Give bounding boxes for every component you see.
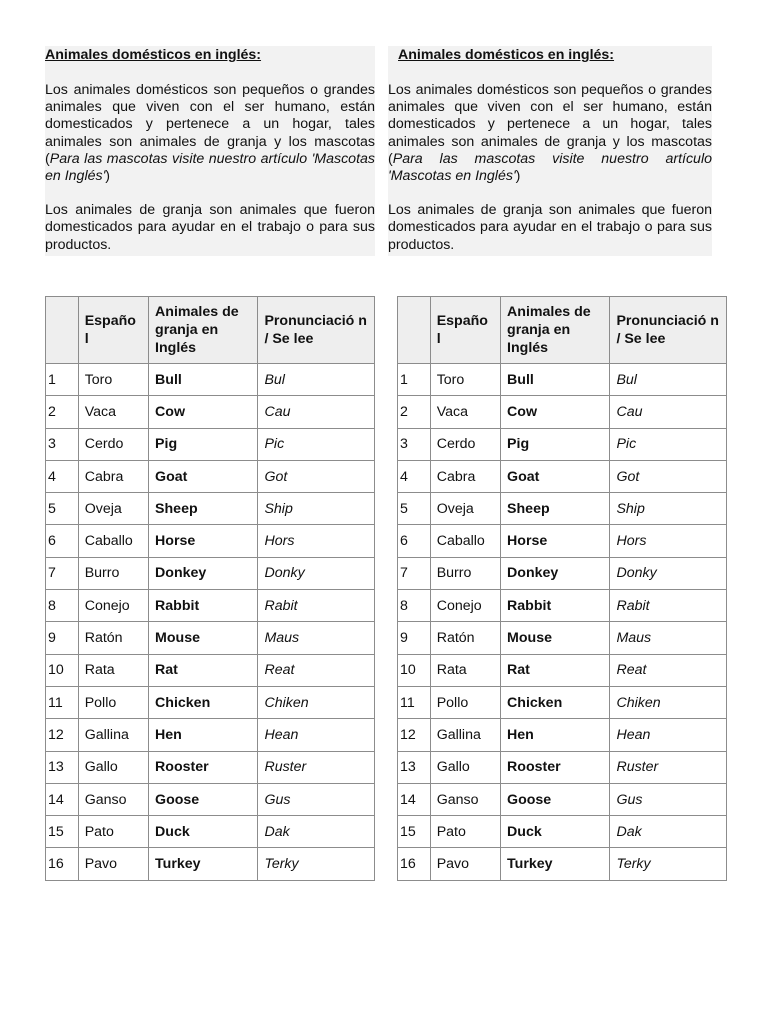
left-vocab-table	[45, 296, 375, 881]
spanish-cell: Burro	[78, 557, 148, 589]
english-cell: Donkey	[149, 557, 258, 589]
row-number: 13	[398, 751, 431, 783]
pronunciation-cell: Donky	[610, 557, 727, 589]
table-row	[46, 622, 375, 654]
english-cell: Hen	[501, 719, 610, 751]
left-intro-block	[45, 46, 375, 256]
english-cell: Sheep	[149, 493, 258, 525]
spanish-cell: Burro	[430, 557, 500, 589]
english-cell: Sheep	[501, 493, 610, 525]
pronunciation-cell: Pic	[610, 428, 727, 460]
english-cell: Pig	[501, 428, 610, 460]
row-number: 1	[398, 364, 431, 396]
pronunciation-cell: Chiken	[610, 686, 727, 718]
table-row	[46, 816, 375, 848]
row-number: 11	[46, 686, 79, 718]
spanish-cell: Gallo	[430, 751, 500, 783]
row-number: 1	[46, 364, 79, 396]
right-table-body	[398, 364, 727, 881]
row-number: 11	[398, 686, 431, 718]
table-row	[398, 654, 727, 686]
spanish-cell: Cerdo	[78, 428, 148, 460]
left-title: Animales domésticos en inglés:	[45, 47, 262, 63]
english-cell: Bull	[149, 364, 258, 396]
spanish-cell: Oveja	[78, 493, 148, 525]
spanish-cell: Oveja	[430, 493, 500, 525]
row-number: 10	[46, 654, 79, 686]
spanish-cell: Pollo	[430, 686, 500, 718]
pronunciation-cell: Donky	[258, 557, 375, 589]
english-cell: Turkey	[501, 848, 610, 880]
row-number: 3	[46, 428, 79, 460]
pronunciation-cell: Cau	[258, 396, 375, 428]
left-paragraph-1-text: Los animales domésticos son pequeños o grandes animales que viven con el ser humano, están domesticados y pertenece a un hogar, tales animales son animales de granja y los mascotas (	[45, 82, 375, 167]
table-row	[46, 525, 375, 557]
english-cell: Cow	[501, 396, 610, 428]
english-cell: Chicken	[501, 686, 610, 718]
spanish-cell: Caballo	[78, 525, 148, 557]
pronunciation-cell: Dak	[258, 816, 375, 848]
english-cell: Mouse	[149, 622, 258, 654]
table-row	[46, 460, 375, 492]
english-cell: Duck	[501, 816, 610, 848]
table-row	[46, 396, 375, 428]
spanish-cell: Gallina	[430, 719, 500, 751]
pronunciation-cell: Rabit	[258, 590, 375, 622]
right-column	[388, 46, 712, 256]
header-spanish: Españo l	[78, 297, 148, 364]
pronunciation-cell: Ship	[258, 493, 375, 525]
table-row	[398, 557, 727, 589]
header-pronunciation: Pronunciació n / Se lee	[258, 297, 375, 364]
row-number: 15	[398, 816, 431, 848]
left-paragraph-1-end: )	[105, 168, 111, 185]
row-number: 5	[398, 493, 431, 525]
english-cell: Rooster	[501, 751, 610, 783]
english-cell: Chicken	[149, 686, 258, 718]
spanish-cell: Pollo	[78, 686, 148, 718]
english-cell: Horse	[149, 525, 258, 557]
english-cell: Pig	[149, 428, 258, 460]
pronunciation-cell: Maus	[258, 622, 375, 654]
spanish-cell: Pavo	[78, 848, 148, 880]
row-number: 9	[46, 622, 79, 654]
row-number: 4	[398, 460, 431, 492]
table-row	[398, 783, 727, 815]
row-number: 13	[46, 751, 79, 783]
pronunciation-cell: Got	[258, 460, 375, 492]
header-spanish: Españo l	[430, 297, 500, 364]
table-row	[398, 751, 727, 783]
right-paragraph-1-italic: Para las mascotas visite nuestro artículo 'Mascotas en Inglés'	[388, 150, 712, 185]
header-num	[46, 297, 79, 364]
english-cell: Donkey	[501, 557, 610, 589]
table-row	[46, 686, 375, 718]
spanish-cell: Cabra	[430, 460, 500, 492]
table-row	[46, 783, 375, 815]
table-row	[46, 590, 375, 622]
spanish-cell: Conejo	[430, 590, 500, 622]
row-number: 12	[46, 719, 79, 751]
spanish-cell: Caballo	[430, 525, 500, 557]
english-cell: Hen	[149, 719, 258, 751]
header-english: Animales de granja en Inglés	[501, 297, 610, 364]
row-number: 7	[398, 557, 431, 589]
pronunciation-cell: Rabit	[610, 590, 727, 622]
spanish-cell: Pato	[430, 816, 500, 848]
english-cell: Goat	[149, 460, 258, 492]
pronunciation-cell: Maus	[610, 622, 727, 654]
pronunciation-cell: Terky	[258, 848, 375, 880]
spanish-cell: Gallina	[78, 719, 148, 751]
row-number: 8	[46, 590, 79, 622]
row-number: 5	[46, 493, 79, 525]
pronunciation-cell: Hean	[258, 719, 375, 751]
table-row	[398, 493, 727, 525]
english-cell: Goose	[149, 783, 258, 815]
spanish-cell: Vaca	[78, 396, 148, 428]
english-cell: Rat	[501, 654, 610, 686]
left-column	[45, 46, 375, 256]
table-row	[398, 525, 727, 557]
table-row	[46, 557, 375, 589]
left-paragraph-1-italic: Para las mascotas visite nuestro artículo 'Mascotas en Inglés'	[45, 150, 375, 185]
table-row	[398, 719, 727, 751]
spanish-cell: Cerdo	[430, 428, 500, 460]
row-number: 3	[398, 428, 431, 460]
table-row	[46, 751, 375, 783]
table-row	[46, 428, 375, 460]
table-row	[398, 460, 727, 492]
pronunciation-cell: Hean	[610, 719, 727, 751]
pronunciation-cell: Hors	[258, 525, 375, 557]
spanish-cell: Vaca	[430, 396, 500, 428]
english-cell: Goat	[501, 460, 610, 492]
english-cell: Mouse	[501, 622, 610, 654]
pronunciation-cell: Gus	[258, 783, 375, 815]
table-row	[46, 654, 375, 686]
table-row	[46, 848, 375, 880]
row-number: 9	[398, 622, 431, 654]
spanish-cell: Toro	[430, 364, 500, 396]
pronunciation-cell: Cau	[610, 396, 727, 428]
spanish-cell: Gallo	[78, 751, 148, 783]
row-number: 14	[398, 783, 431, 815]
row-number: 8	[398, 590, 431, 622]
pronunciation-cell: Reat	[258, 654, 375, 686]
left-table-body	[46, 364, 375, 881]
right-intro-block	[388, 46, 712, 256]
spanish-cell: Rata	[430, 654, 500, 686]
left-table-header-row	[46, 297, 375, 364]
right-paragraph-1	[388, 82, 712, 185]
table-row	[398, 816, 727, 848]
pronunciation-cell: Reat	[610, 654, 727, 686]
spanish-cell: Pato	[78, 816, 148, 848]
spanish-cell: Ganso	[430, 783, 500, 815]
pronunciation-cell: Pic	[258, 428, 375, 460]
row-number: 12	[398, 719, 431, 751]
pronunciation-cell: Ship	[610, 493, 727, 525]
english-cell: Duck	[149, 816, 258, 848]
right-paragraph-2: Los animales de granja son animales que fueron domesticados para ayudar en el trabajo o para sus productos.	[388, 202, 712, 253]
english-cell: Rabbit	[149, 590, 258, 622]
spanish-cell: Cabra	[78, 460, 148, 492]
table-row	[46, 364, 375, 396]
row-number: 14	[46, 783, 79, 815]
table-row	[398, 686, 727, 718]
table-row	[46, 493, 375, 525]
pronunciation-cell: Dak	[610, 816, 727, 848]
english-cell: Horse	[501, 525, 610, 557]
pronunciation-cell: Bul	[258, 364, 375, 396]
english-cell: Rat	[149, 654, 258, 686]
row-number: 16	[398, 848, 431, 880]
right-title: Animales domésticos en inglés:	[398, 47, 615, 63]
english-cell: Rooster	[149, 751, 258, 783]
header-english: Animales de granja en Inglés	[149, 297, 258, 364]
spanish-cell: Conejo	[78, 590, 148, 622]
pronunciation-cell: Bul	[610, 364, 727, 396]
english-cell: Bull	[501, 364, 610, 396]
pronunciation-cell: Gus	[610, 783, 727, 815]
table-row	[398, 622, 727, 654]
header-pronunciation: Pronunciació n / Se lee	[610, 297, 727, 364]
row-number: 2	[398, 396, 431, 428]
spanish-cell: Ratón	[78, 622, 148, 654]
right-table-header-row	[398, 297, 727, 364]
row-number: 6	[46, 525, 79, 557]
spanish-cell: Rata	[78, 654, 148, 686]
pronunciation-cell: Terky	[610, 848, 727, 880]
english-cell: Rabbit	[501, 590, 610, 622]
row-number: 4	[46, 460, 79, 492]
spanish-cell: Pavo	[430, 848, 500, 880]
table-row	[46, 719, 375, 751]
table-row	[398, 848, 727, 880]
row-number: 7	[46, 557, 79, 589]
row-number: 2	[46, 396, 79, 428]
pronunciation-cell: Ruster	[258, 751, 375, 783]
pronunciation-cell: Ruster	[610, 751, 727, 783]
pronunciation-cell: Hors	[610, 525, 727, 557]
english-cell: Cow	[149, 396, 258, 428]
table-row	[398, 428, 727, 460]
spanish-cell: Toro	[78, 364, 148, 396]
right-paragraph-1-end: )	[515, 168, 521, 185]
pronunciation-cell: Chiken	[258, 686, 375, 718]
table-row	[398, 590, 727, 622]
spanish-cell: Ganso	[78, 783, 148, 815]
table-row	[398, 396, 727, 428]
header-num	[398, 297, 431, 364]
left-paragraph-1	[45, 82, 375, 185]
row-number: 6	[398, 525, 431, 557]
right-vocab-table	[397, 296, 727, 881]
right-paragraph-1-text: Los animales domésticos son pequeños o grandes animales que viven con el ser humano, están domesticados y pertenece a un hogar, tales animales son animales de granja y los mascotas (	[388, 82, 712, 167]
table-row	[398, 364, 727, 396]
english-cell: Turkey	[149, 848, 258, 880]
row-number: 10	[398, 654, 431, 686]
english-cell: Goose	[501, 783, 610, 815]
pronunciation-cell: Got	[610, 460, 727, 492]
left-paragraph-2: Los animales de granja son animales que fueron domesticados para ayudar en el trabajo o para sus productos.	[45, 202, 375, 253]
row-number: 15	[46, 816, 79, 848]
spanish-cell: Ratón	[430, 622, 500, 654]
row-number: 16	[46, 848, 79, 880]
